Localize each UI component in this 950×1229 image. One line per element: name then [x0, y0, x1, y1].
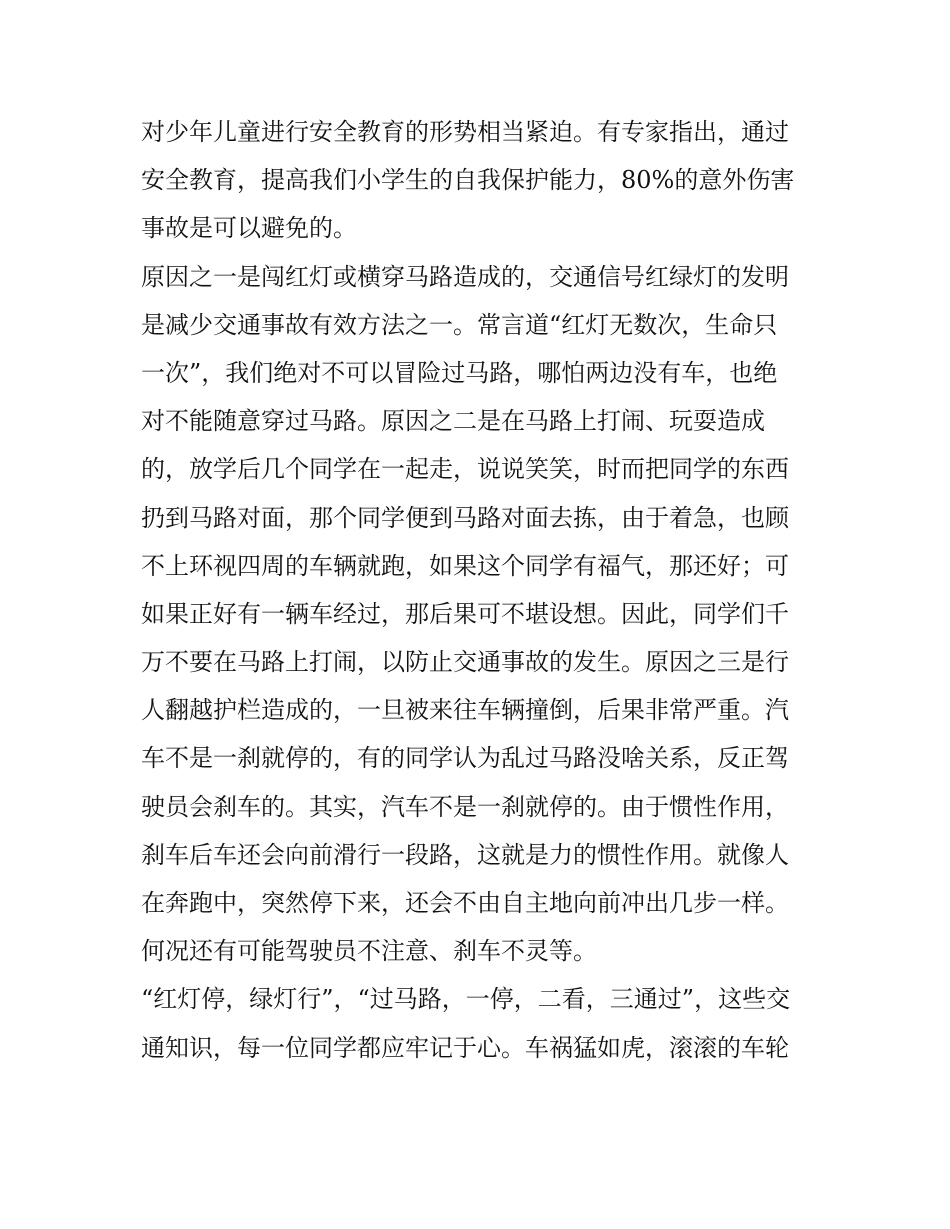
text-line: 万不要在马路上打闹，以防止交通事故的发生。原因之三是行 [141, 648, 789, 677]
text-line: 不上环视四周的车辆就跑，如果这个同学有福气，那还好；可 [141, 551, 789, 580]
text-line: 的，放学后几个同学在一起走，说说笑笑，时而把同学的东西 [141, 455, 789, 484]
text-line: 驶员会刹车的。其实，汽车不是一刹就停的。由于惯性作用， [141, 792, 789, 821]
text-line: “红灯停，绿灯行”，“过马路，一停，二看，三通过”，这些交 [141, 985, 791, 1014]
text-line: 人翻越护栏造成的，一旦被来往车辆撞倒，后果非常严重。汽 [141, 696, 789, 725]
text-line: 安全教育，提高我们小学生的自我保护能力，80%的意外伤害 [141, 166, 795, 195]
body-text [141, 108, 813, 1072]
text-line: 何况还有可能驾驶员不注意、刹车不灵等。 [141, 937, 597, 966]
text-line: 在奔跑中，突然停下来，还会不由自主地向前冲出几步一样。 [141, 889, 789, 917]
text-line: 车不是一刹就停的，有的同学认为乱过马路没啥关系，反正驾 [141, 744, 789, 773]
text-line: 原因之一是闯红灯或横穿马路造成的，交通信号红绿灯的发明 [141, 262, 789, 291]
text-line: 通知识，每一位同学都应牢记于心。车祸猛如虎，滚滚的车轮 [141, 1033, 789, 1062]
paragraph-rules [141, 975, 813, 1071]
paragraph-intro [141, 108, 813, 253]
text-line: 刹车后车还会向前滑行一段路，这就是力的惯性作用。就像人 [141, 840, 789, 869]
text-line: 如果正好有一辆车经过，那后果可不堪设想。因此，同学们千 [141, 599, 789, 628]
text-line: 扔到马路对面，那个同学便到马路对面去拣，由于着急，也顾 [141, 503, 789, 532]
text-line: 对少年儿童进行安全教育的形势相当紧迫。有专家指出，通过 [141, 118, 789, 146]
text-line: 事故是可以避免的。 [141, 214, 357, 243]
text-line: 一次”，我们绝对不可以冒险过马路，哪怕两边没有车，也绝 [141, 358, 778, 387]
text-line: 是减少交通事故有效方法之一。常言道“红灯无数次，生命只 [141, 310, 778, 339]
text-line: 对不能随意穿过马路。原因之二是在马路上打闹、玩耍造成 [141, 407, 765, 436]
paragraph-causes [141, 253, 813, 976]
